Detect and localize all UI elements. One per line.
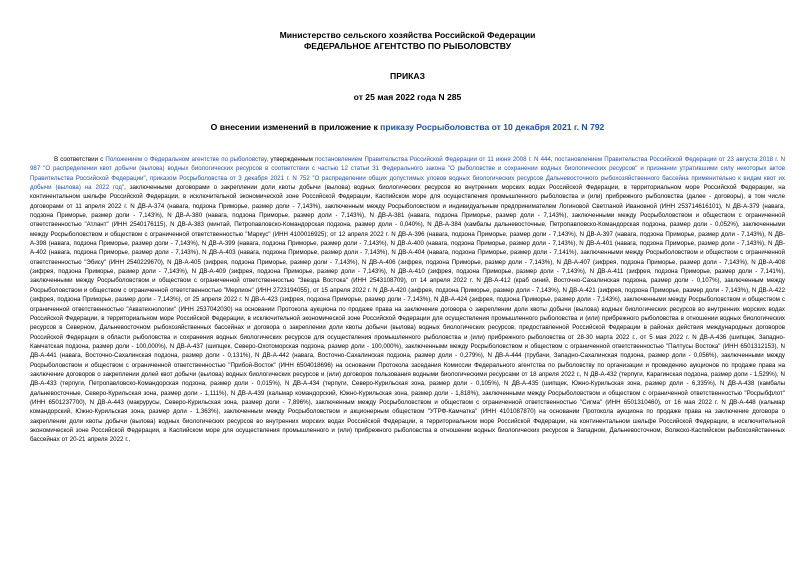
body-text-1: В соответствии с [54,156,106,163]
document-type: ПРИКАЗ [390,71,425,81]
subject-order-link[interactable]: приказу Росрыболовства от 10 декабря 2021 г. N 792 [380,122,605,132]
document-date-number: от 25 мая 2022 года N 285 [353,92,462,102]
body-text-3: , [550,156,555,163]
body-text-5: , заключенными договорами о закреплении доли квоты добычи (вылова) водных биологических ресурсов во внутренних морских водах Российской Федерации, в территориальном море Российской Федерации, на континентальном шельфе Российской Федерации, в исключительной экономической зоне Российской Федерации, Каспийском море для осуществления промышленного рыболовства и (или) прибрежного рыболовства (далее - договоры), в том числе договорами от 11 апреля 2022 г. N ДВ-А-374 (навага, подзона Приморье, размер доли - 7,143%), заключенным между Росрыболовством и индивидуальным предпринимателем Логиновой Светланой Ивановной (ИНН 253714616101), N ДВ-А-379 (навага, подзона Приморье, размер доли - 7,143%), N ДВ-А-380 (навага, подзона Приморье, размер доли - 7,143%), N ДВ-А-381 (навага, подзона Приморье, размер доли - 7,143%), заключенными между Росрыболовством и обществом с ограниченной ответственностью "Атлант" (ИНН 2540176115), N ДВ-А-383 (минтай, Петропавловско-Командорская подзона, размер доли - 0,040%), N ДВ-А-384 (камбалы дальневосточные, Петропавловско-Командорская подзона, размер доли - 0,052%), заключенными между Росрыболовством и обществом с ограниченной ответственностью "Маркус" (ИНН 4100016925); от 12 апреля 2022 г. N ДВ-А-396 (навага, подзона Приморье, размер доли - 7,143%), N ДВ-А-397 (навага, подзона Приморье, размер доли - 7,143%), N ДВ-А-398 (навага, подзона Приморье, размер доли - 7,143%), N ДВ-А-399 (навага, подзона Приморье, размер доли - 7,143%), N ДВ-А-400 (навага, подзона Приморье, размер доли - 7,143%), N ДВ-А-401 (навага, подзона Приморье, размер доли - 7,143%), N ДВ-А-402 (навага, подзона Приморье, размер доли - 7,143%), N ДВ-А-403 (навага, подзона Приморье, размер доли - 7,143%), N ДВ-А-404 (навага, подзона Приморье, размер доли - 7,141%), заключенными между Росрыболовством и обществом с ограниченной ответственностью "Эбису" (ИНН 2540229670), N ДВ-А-405 (зифрея, подзона Приморье, размер доли - 7,143%), N ДВ-А-406 (зифрея, подзона Приморье, размер доли - 7,143%), N ДВ-А-407 (зифрея, подзона Приморье, размер доли - 7,143%), N ДВ-А-408 (зифрея, подзона Приморье, размер доли - 7,143%), N ДВ-А-409 (зифрея, подзона Приморье, размер доли - 7,143%), N ДВ-А-410 (зифрея, подзона Приморье, размер доли - 7,143%), N ДВ-А-411 (зифрея, подзона Приморье, размер доли - 7,141%), заключенными между Росрыболовством и обществом с ограниченной ответственностью "Звезда Востока" (ИНН 2543108709), от 14 апреля 2022 г. N ДВ-А-412 (краб синий, Восточно-Сахалинская подзона, размер доли - 0,107%), заключенным между Росрыболовством и обществом с ограниченной ответственностью "Мерлион" (ИНН 2723194055), от 15 апреля 2022 г. N ДВ-А-420 (зифрея, подзона Приморье, размер доли - 7,143%), N ДВ-А-421 (зифрея, подзона Приморье, размер доли - 7,143%), N ДВ-А-422 (зифрея, подзона Приморье, размер доли - 7,143%), от 25 апреля 2022 г. N ДВ-А-423 (зифрея, подзона Приморье, размер доли - 7,143%), N ДВ-А-424 (зифрея, подзона Приморье, размер доли - 7,143%), заключенными между Росрыболовством и обществом с ограниченной ответственностью "Акватехнологии" (ИНН 2537042030) на основании Протокола аукциона по продаже права на заключение договора о закреплении доли квоты добычи (вылова) водных биологических ресурсов во внутренних морских водах Российской Федерации, в территориальном море Российской Федерации, в исключительной экономической зоне Российской Федерации для осуществления промышленного рыболовства и (или) прибрежного рыболовства в отношении водных биологических ресурсов в Северном, Дальневосточном рыбохозяйственных бассейнах и договора о закреплении доли квоты добычи (вылова) водных биологических ресурсов, предоставленной Российской Федерации в районах действия международных договоров Российской Федерации в области рыболовства и сохранения водных биологических ресурсов для осуществления промышленного рыболовства и (или) прибрежного рыболовства от 28-30 марта 2022 г., от 5 мая 2022 г. N ДВ-А-436 (шипщек, Западно-Камчатская подзона, размер доли - 100,000%), N ДВ-А-437 (шипщек, Северо-Охотоморская подзона, размер доли - 100,000%), заключенными между Росрыболовством и обществом с ограниченной ответственностью "Палтусы Востока" (ИНН 6501312153), N ДВ-А-441 (навага, Восточно-Сахалинская подзона, размер доли - 0,131%), N ДВ-А-442 (навага, Восточно-Сахалинская подзона, размер доли - 0,279%), N ДВ-А-444 (трубачи, Западно-Сахалинская подзона, размер доли - 0,056%), заключенными между Росрыболовством и обществом с ограниченной ответственностью "Прибой-Восток" (ИНН 6504018696) на основании Протокола заседания Комиссии Федерального агентства по рыболовству по организации и проведению аукционов по продаже права на заключение договоров о закреплении долей квот добычи (вылова) водных биологических ресурсов и (или) договоров пользования водными биологическими ресурсами от 18 апреля 2022 г., N ДВ-А-432 (терпуги, Карагинская подзона, размер доли - 1,529%), N ДВ-А-433 (терпуги, Петропавловско-Командорская подзона, размер доли - 0,015%), N ДВ-А-434 (терпуги, Северо-Курильская зона, размер доли - 0,105%), N ДВ-А-435 (шипщек, Южно-Курильская зона, размер доли - 6,335%), N ДВ-А-438 (камбалы дальневосточные, Северо-Курильская зона, размер доли - 1,111%), N ДВ-А-439 (кальмар командорский, Южно-Курильская зона, размер доли - 1,818%), заключенными между Росрыболовством и обществом с ограниченной ответственностью "Росрыбфлот" (ИНН 6501237700), N ДВ-А-443 (макрурусы, Северо-Курильская зона, размер доли - 7,896%), заключенным между Росрыболовством и обществом с ограниченной ответственностью "Сигма" (ИНН 6501310460), от 16 мая 2022 г. N ДВ-А-448 (кальмар командорский, Южно-Курильская зона, размер доли - 1,363%), заключенным между Росрыболовством и акционерным обществом "УТРФ-Камчатка" (ИНН 4101087870) на основании Протокола аукциона по продаже права на заключение договора о закреплении доли квоты добычи (вылова) водных биологических ресурсов во внутренних морских водах Российской Федерации, в территориальном море Российской Федерации, на континентальном шельфе Российской Федерации, в исключительной экономической зоне Российской Федерации, в Каспийском море для осуществления промышленного и (или) прибрежного рыболовства в отношении водных биологических ресурсов в Западном, Дальневосточном, Волжско-Каспийском рыбохозяйственных бассейнах от 20-21 апреля 2022 г., [30,184,788,444]
government-decree-987-link[interactable]: постановлением Правительства Российской Федерации от 23 августа 2018 г. N 987 "О распределении квот добычи (вылова) водных биологических ресурсов в соответствии с частью 12 статьи 31 Федерального закона "О рыболовстве и сохранении водных биологических ресурсов" и признании утратившими силу некоторых актов Правительства Российской Федерации" [30,156,788,182]
regulation-link[interactable]: Положением о Федеральном агентстве по рыболовству [105,156,267,163]
body-text-4: , [145,174,150,182]
agency-name: ФЕДЕРАЛЬНОЕ АГЕНТСТВО ПО РЫБОЛОВСТВУ [303,41,512,51]
body-text-2: , утвержденным [266,156,315,163]
order-752-link[interactable]: приказом Росрыболовства от 3 декабря 2021 г. N 752 "О распределении общих допустимых уловов водных биологических ресурсов Дальневосточного рыбохозяйственного бассейна применительно к видам квот их добычи (вылова) на 2022 год" [30,174,788,192]
document-subject [30,122,785,133]
government-decree-444-link[interactable]: постановлением Правительства Российской Федерации от 11 июня 2008 г. N 444 [314,156,551,163]
subject-prefix: О внесении изменений в приложение к [210,122,381,132]
ministry-name: Министерство сельского хозяйства Российской Федерации [279,30,536,40]
document-body [30,155,788,445]
